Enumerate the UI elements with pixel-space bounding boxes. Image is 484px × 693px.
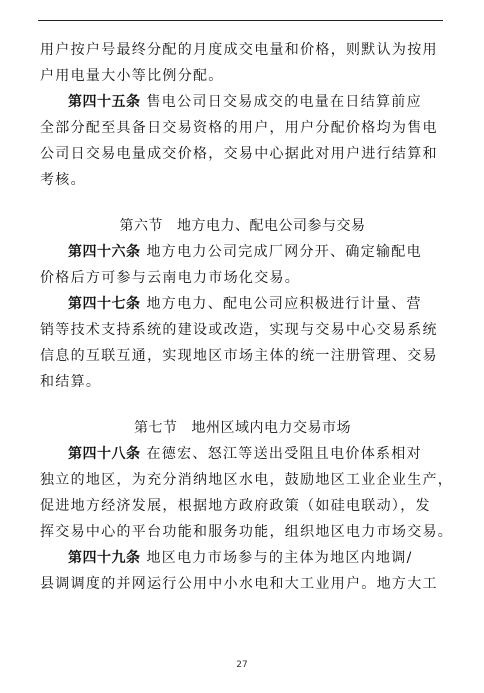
article-text: 地方电力公司完成厂网分开、确定输配电 (146, 244, 422, 260)
text-line: 信息的互联互通，实现地区市场主体的统一注册管理、交易 (40, 348, 438, 364)
text-line: 公司日交易电量成交价格，交易中心据此对用户进行结算和 (40, 146, 438, 162)
text-line: 全部分配至具备日交易资格的用户，用户分配价格均为售电 (40, 120, 438, 136)
text-line: 用户按户号最终分配的月度成交电量和价格，则默认为按用 (40, 42, 438, 58)
spacer (40, 193, 445, 213)
text-line (40, 239, 445, 265)
text-line (40, 545, 445, 571)
article-text: 在德宏、怒江等送出受阻且电价体系相对 (146, 446, 422, 462)
article-text: 售电公司日交易成交的电量在日结算前应 (146, 94, 422, 110)
spacer (40, 395, 445, 415)
article-text: 地方电力、配电公司应积极进行计量、营 (146, 296, 422, 312)
text-line: 价格后方可参与云南电力市场化交易。 (40, 270, 301, 286)
article-number: 第四十七条 (68, 296, 141, 312)
document-body (40, 37, 454, 597)
text-line: 独立的地区，为充分消纳地区水电，鼓励地区工业企业生产， (40, 472, 454, 488)
text-line: 考核。 (40, 172, 86, 188)
section-number: 第七节 (134, 420, 178, 436)
article-45 (40, 89, 445, 193)
text-line (40, 89, 445, 115)
article-46 (40, 239, 445, 291)
text-line: 户用电量大小等比例分配。 (40, 68, 224, 84)
section-title: 地方电力、配电公司参与交易 (177, 218, 366, 234)
article-47 (40, 291, 445, 395)
paragraph-intro (40, 37, 445, 89)
text-line: 县调调度的并网运行公用中小水电和大工业用户。地方大工 (40, 576, 438, 592)
article-number: 第四十八条 (68, 446, 141, 462)
article-number: 第四十五条 (68, 94, 141, 110)
text-line: 促进地方经济发展，根据地方政府政策（如硅电联动），发 (40, 498, 431, 514)
section-heading-6 (40, 213, 445, 239)
text-line: 和结算。 (40, 374, 102, 390)
section-title: 地州区域内电力交易市场 (191, 420, 351, 436)
article-number: 第四十九条 (68, 550, 141, 566)
article-number: 第四十六条 (68, 244, 141, 260)
page-number: 27 (236, 660, 248, 670)
text-line (40, 441, 445, 467)
article-text: 地区电力市场参与的主体为地区内地调/ (146, 550, 413, 566)
section-heading-7 (40, 415, 445, 441)
section-number: 第六节 (119, 218, 163, 234)
article-48 (40, 441, 454, 545)
header-rule (38, 20, 443, 21)
text-line (40, 291, 445, 317)
text-line: 销等技术支持系统的建设或改造，实现与交易中心交易系统 (40, 322, 438, 338)
text-line: 挥交易中心的平台功能和服务功能，组织地区电力市场交易。 (40, 524, 454, 540)
article-49 (40, 545, 445, 597)
